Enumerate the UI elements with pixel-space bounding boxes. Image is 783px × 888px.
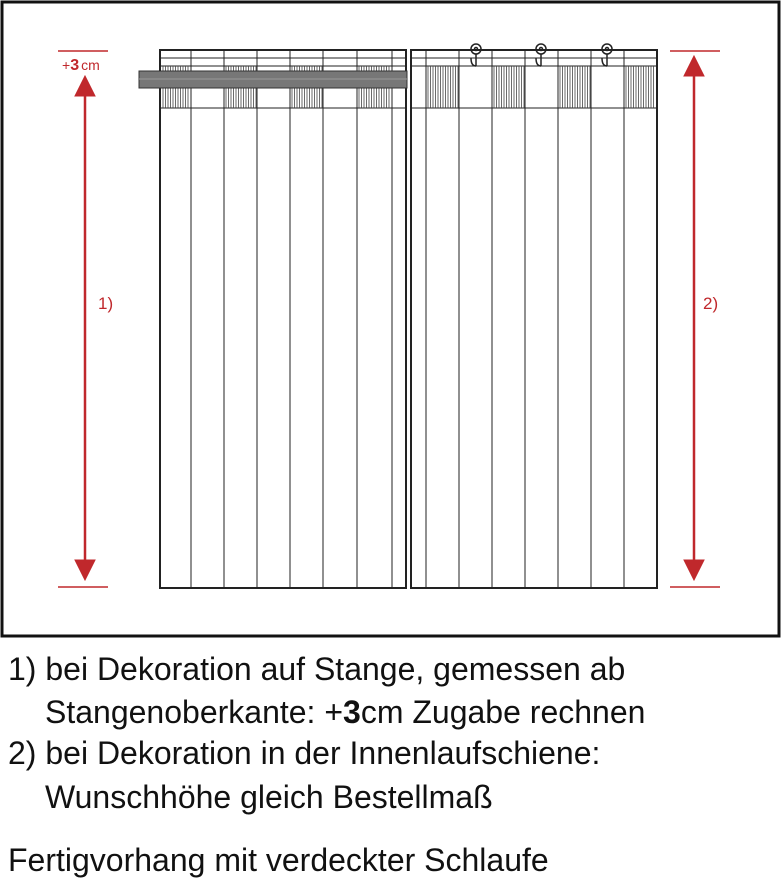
marker-left: 1) bbox=[98, 294, 114, 313]
arrow-down-icon bbox=[75, 560, 95, 580]
add-label: +3 cm bbox=[62, 57, 100, 74]
note-line-3: 2) bei Dekoration in der Innenlaufschiene: bbox=[8, 735, 601, 771]
right-curtain-panel bbox=[411, 50, 657, 588]
runner-hook-icon bbox=[536, 44, 546, 66]
arrow-up-icon bbox=[75, 76, 95, 96]
curtain-panels bbox=[160, 50, 657, 588]
arrow-down-icon bbox=[684, 560, 704, 580]
note-line-2: Stangenoberkante: +3cm Zugabe rechnen bbox=[45, 694, 646, 730]
left-measurement bbox=[58, 51, 108, 587]
footer-text: Fertigvorhang mit verdeckter Schlaufe bbox=[8, 842, 549, 878]
left-curtain-panel bbox=[160, 50, 406, 588]
note-line-1: 1) bei Dekoration auf Stange, gemessen ab bbox=[8, 651, 626, 687]
runner-hook-icon bbox=[602, 44, 612, 66]
arrow-up-icon bbox=[684, 56, 704, 76]
marker-right: 2) bbox=[703, 294, 719, 313]
right-measurement bbox=[670, 51, 720, 587]
runner-hook-icon bbox=[471, 44, 481, 66]
note-line-4: Wunschhöhe gleich Bestellmaß bbox=[45, 779, 493, 815]
diagram-frame bbox=[2, 2, 779, 636]
